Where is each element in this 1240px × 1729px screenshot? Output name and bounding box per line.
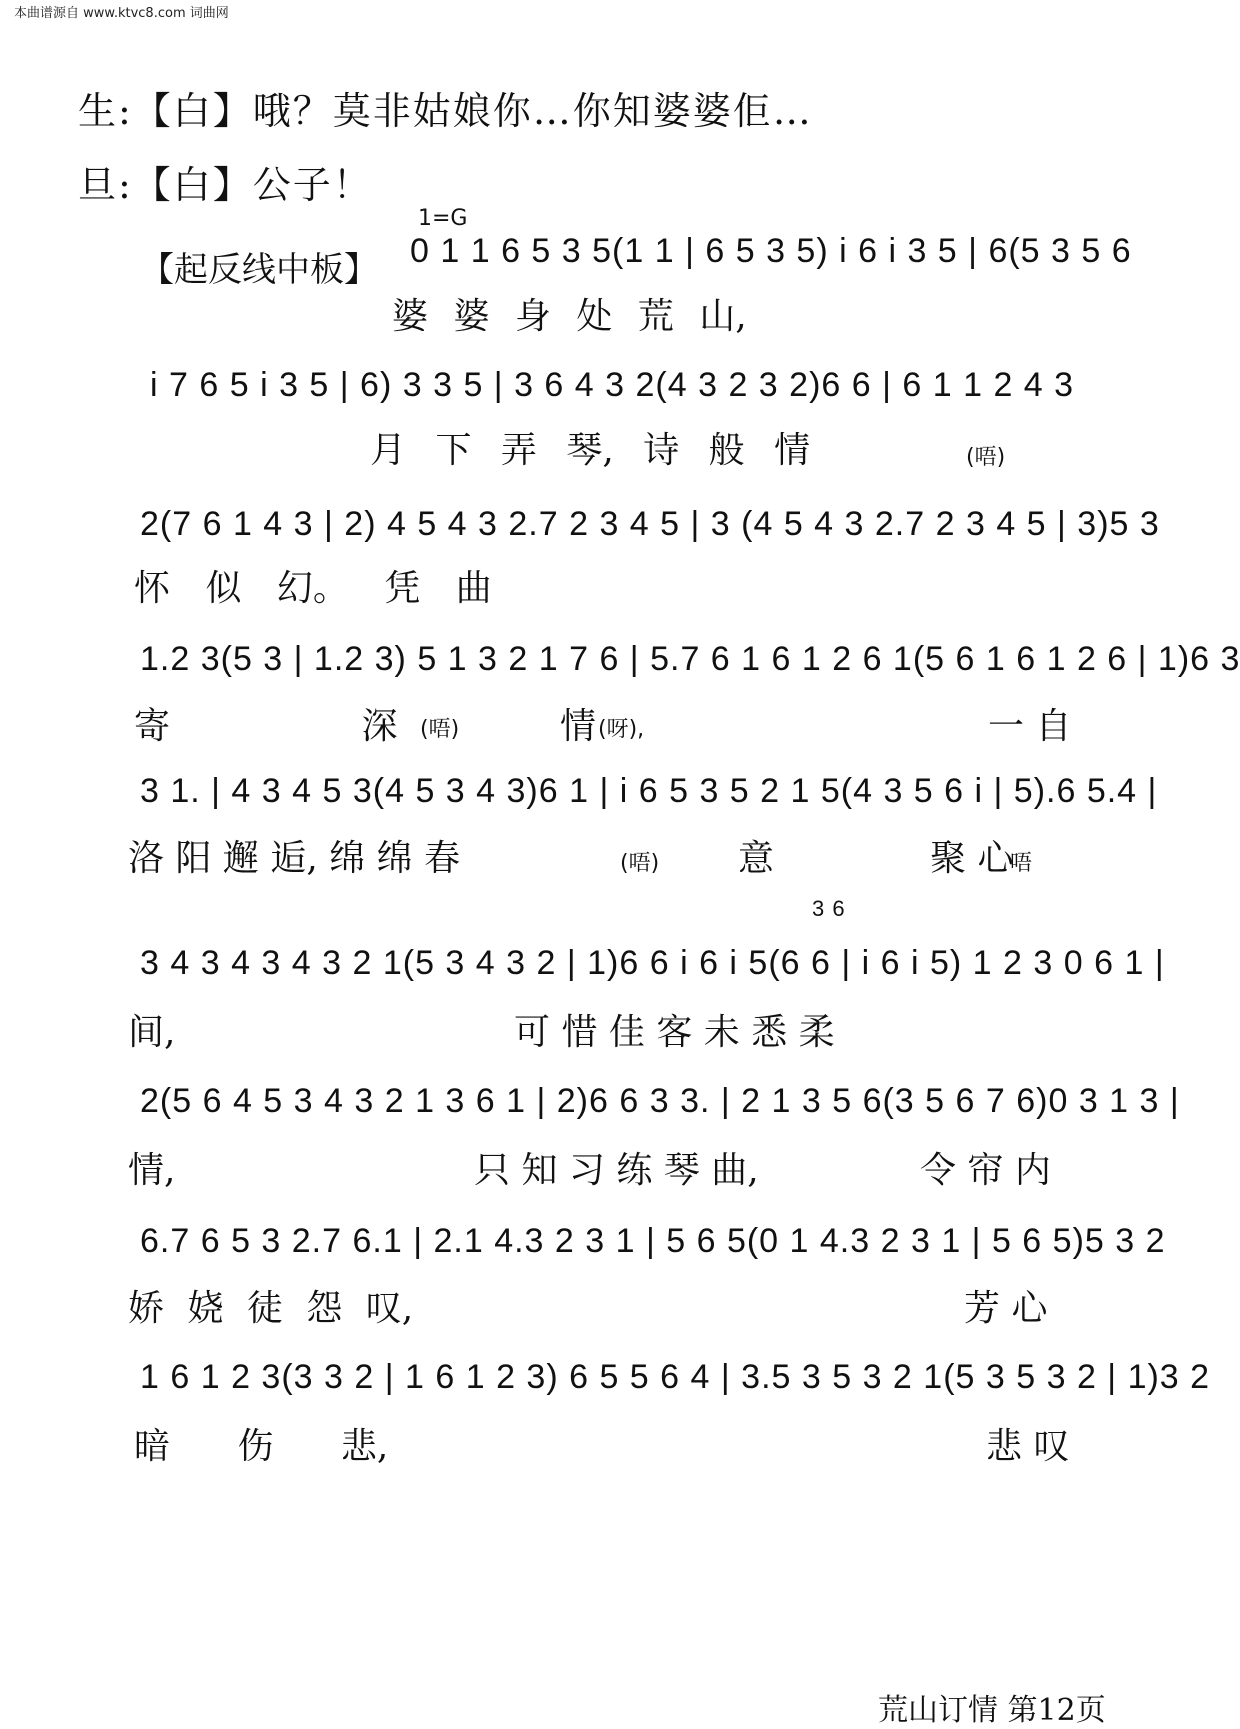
- notation-line-9: 1 6 1 2 3(3 3 2 | 1 6 1 2 3) 6 5 5 6 4 | 3.5 3 5 3 2 1(5 3 5 3 2 | 1)3 2: [140, 1358, 1211, 1396]
- lyric-line-3: 怀 似 幻。 凭 曲: [134, 568, 492, 609]
- lyric-line-4-mid: 情: [560, 706, 597, 747]
- lyric-line-4-extra2: (呀),: [598, 717, 645, 742]
- lyric-line-5-extra2: 唔: [1010, 851, 1033, 876]
- lyric-line-5-end: 聚 心: [930, 838, 1014, 879]
- lyric-line-7: 情,: [128, 1150, 176, 1191]
- lyric-line-8-end: 芳 心: [964, 1288, 1048, 1329]
- lyric-line-1: 婆 婆 身 处 荒 山,: [392, 296, 747, 337]
- lyric-line-9-end: 悲 叹: [986, 1426, 1070, 1467]
- notation-line-6: 3 4 3 4 3 4 3 2 1(5 3 4 3 2 | 1)6 6 i 6 i 5(6 6 | i 6 i 5) 1 2 3 0 6 1 |: [140, 944, 1165, 982]
- lyric-line-9: 暗 伤 悲,: [134, 1426, 389, 1467]
- lyric-line-5-mid: 意: [738, 838, 775, 879]
- lyric-line-5: 洛 阳 邂 逅, 绵 绵 春: [128, 838, 461, 879]
- tempo-marking: 【起反线中板】: [140, 250, 378, 290]
- notation-line-8: 6.7 6 5 3 2.7 6.1 | 2.1 4.3 2 3 1 | 5 6 5(0 1 4.3 2 3 1 | 5 6 5)5 3 2: [140, 1222, 1166, 1260]
- notation-line-4: 1.2 3(5 3 | 1.2 3) 5 1 3 2 1 7 6 | 5.7 6 1 6 1 2 6 1(5 6 1 6 1 2 6 | 1)6 3: [140, 640, 1240, 678]
- lyric-line-2-extra: (唔): [966, 445, 1006, 470]
- key-signature: 1=G: [418, 206, 468, 231]
- lyric-line-6: 间,: [128, 1012, 176, 1053]
- lyric-line-4-extra1: (唔): [420, 717, 460, 742]
- notation-line-7: 2(5 6 4 5 3 4 3 2 1 3 6 1 | 2)6 6 3 3. | 2 1 3 5 6(3 5 6 7 6)0 3 1 3 |: [140, 1082, 1180, 1120]
- page-footer: 荒山订情 第12页: [878, 1693, 1106, 1728]
- notation-line-1: 0 1 1 6 5 3 5(1 1 | 6 5 3 5) i 6 i 3 5 | 6(5 3 5 6: [410, 232, 1132, 270]
- dialogue-line-sheng: 生:【白】哦？莫非姑娘你…你知婆婆佢…: [78, 89, 813, 133]
- notation-line-2: i 7 6 5 i 3 5 | 6) 3 3 5 | 3 6 4 3 2(4 3 2 3 2)6 6 | 6 1 1 2 4 3: [150, 366, 1075, 404]
- source-header: 本曲谱源自 www.ktvc8.com 词曲网: [14, 6, 229, 21]
- dialogue-line-dan: 旦:【白】公子！: [78, 163, 373, 207]
- lyric-line-5-extra1: (唔): [620, 851, 660, 876]
- lyric-line-7-mid: 只 知 习 练 琴 曲,: [474, 1150, 759, 1191]
- lyric-line-6-mid: 可 惜 佳 客 未 悉 柔: [514, 1012, 835, 1053]
- lyric-line-2: 月 下 弄 琴, 诗 般 情: [370, 430, 811, 471]
- notation-line-3: 2(7 6 1 4 3 | 2) 4 5 4 3 2.7 2 3 4 5 | 3 (4 5 4 3 2.7 2 3 4 5 | 3)5 3: [140, 505, 1160, 543]
- lyric-line-7-end: 令 帘 内: [920, 1150, 1051, 1191]
- lyric-line-4: 寄 深: [134, 706, 398, 747]
- notation-line-6-above: 3 6: [812, 896, 846, 921]
- lyric-line-4-end: 一 自: [988, 706, 1072, 747]
- lyric-line-8: 娇 娆 徒 怨 叹,: [128, 1288, 414, 1329]
- notation-line-5: 3 1. | 4 3 4 5 3(4 5 3 4 3)6 1 | i 6 5 3 5 2 1 5(4 3 5 6 i | 5).6 5.4 |: [140, 772, 1158, 810]
